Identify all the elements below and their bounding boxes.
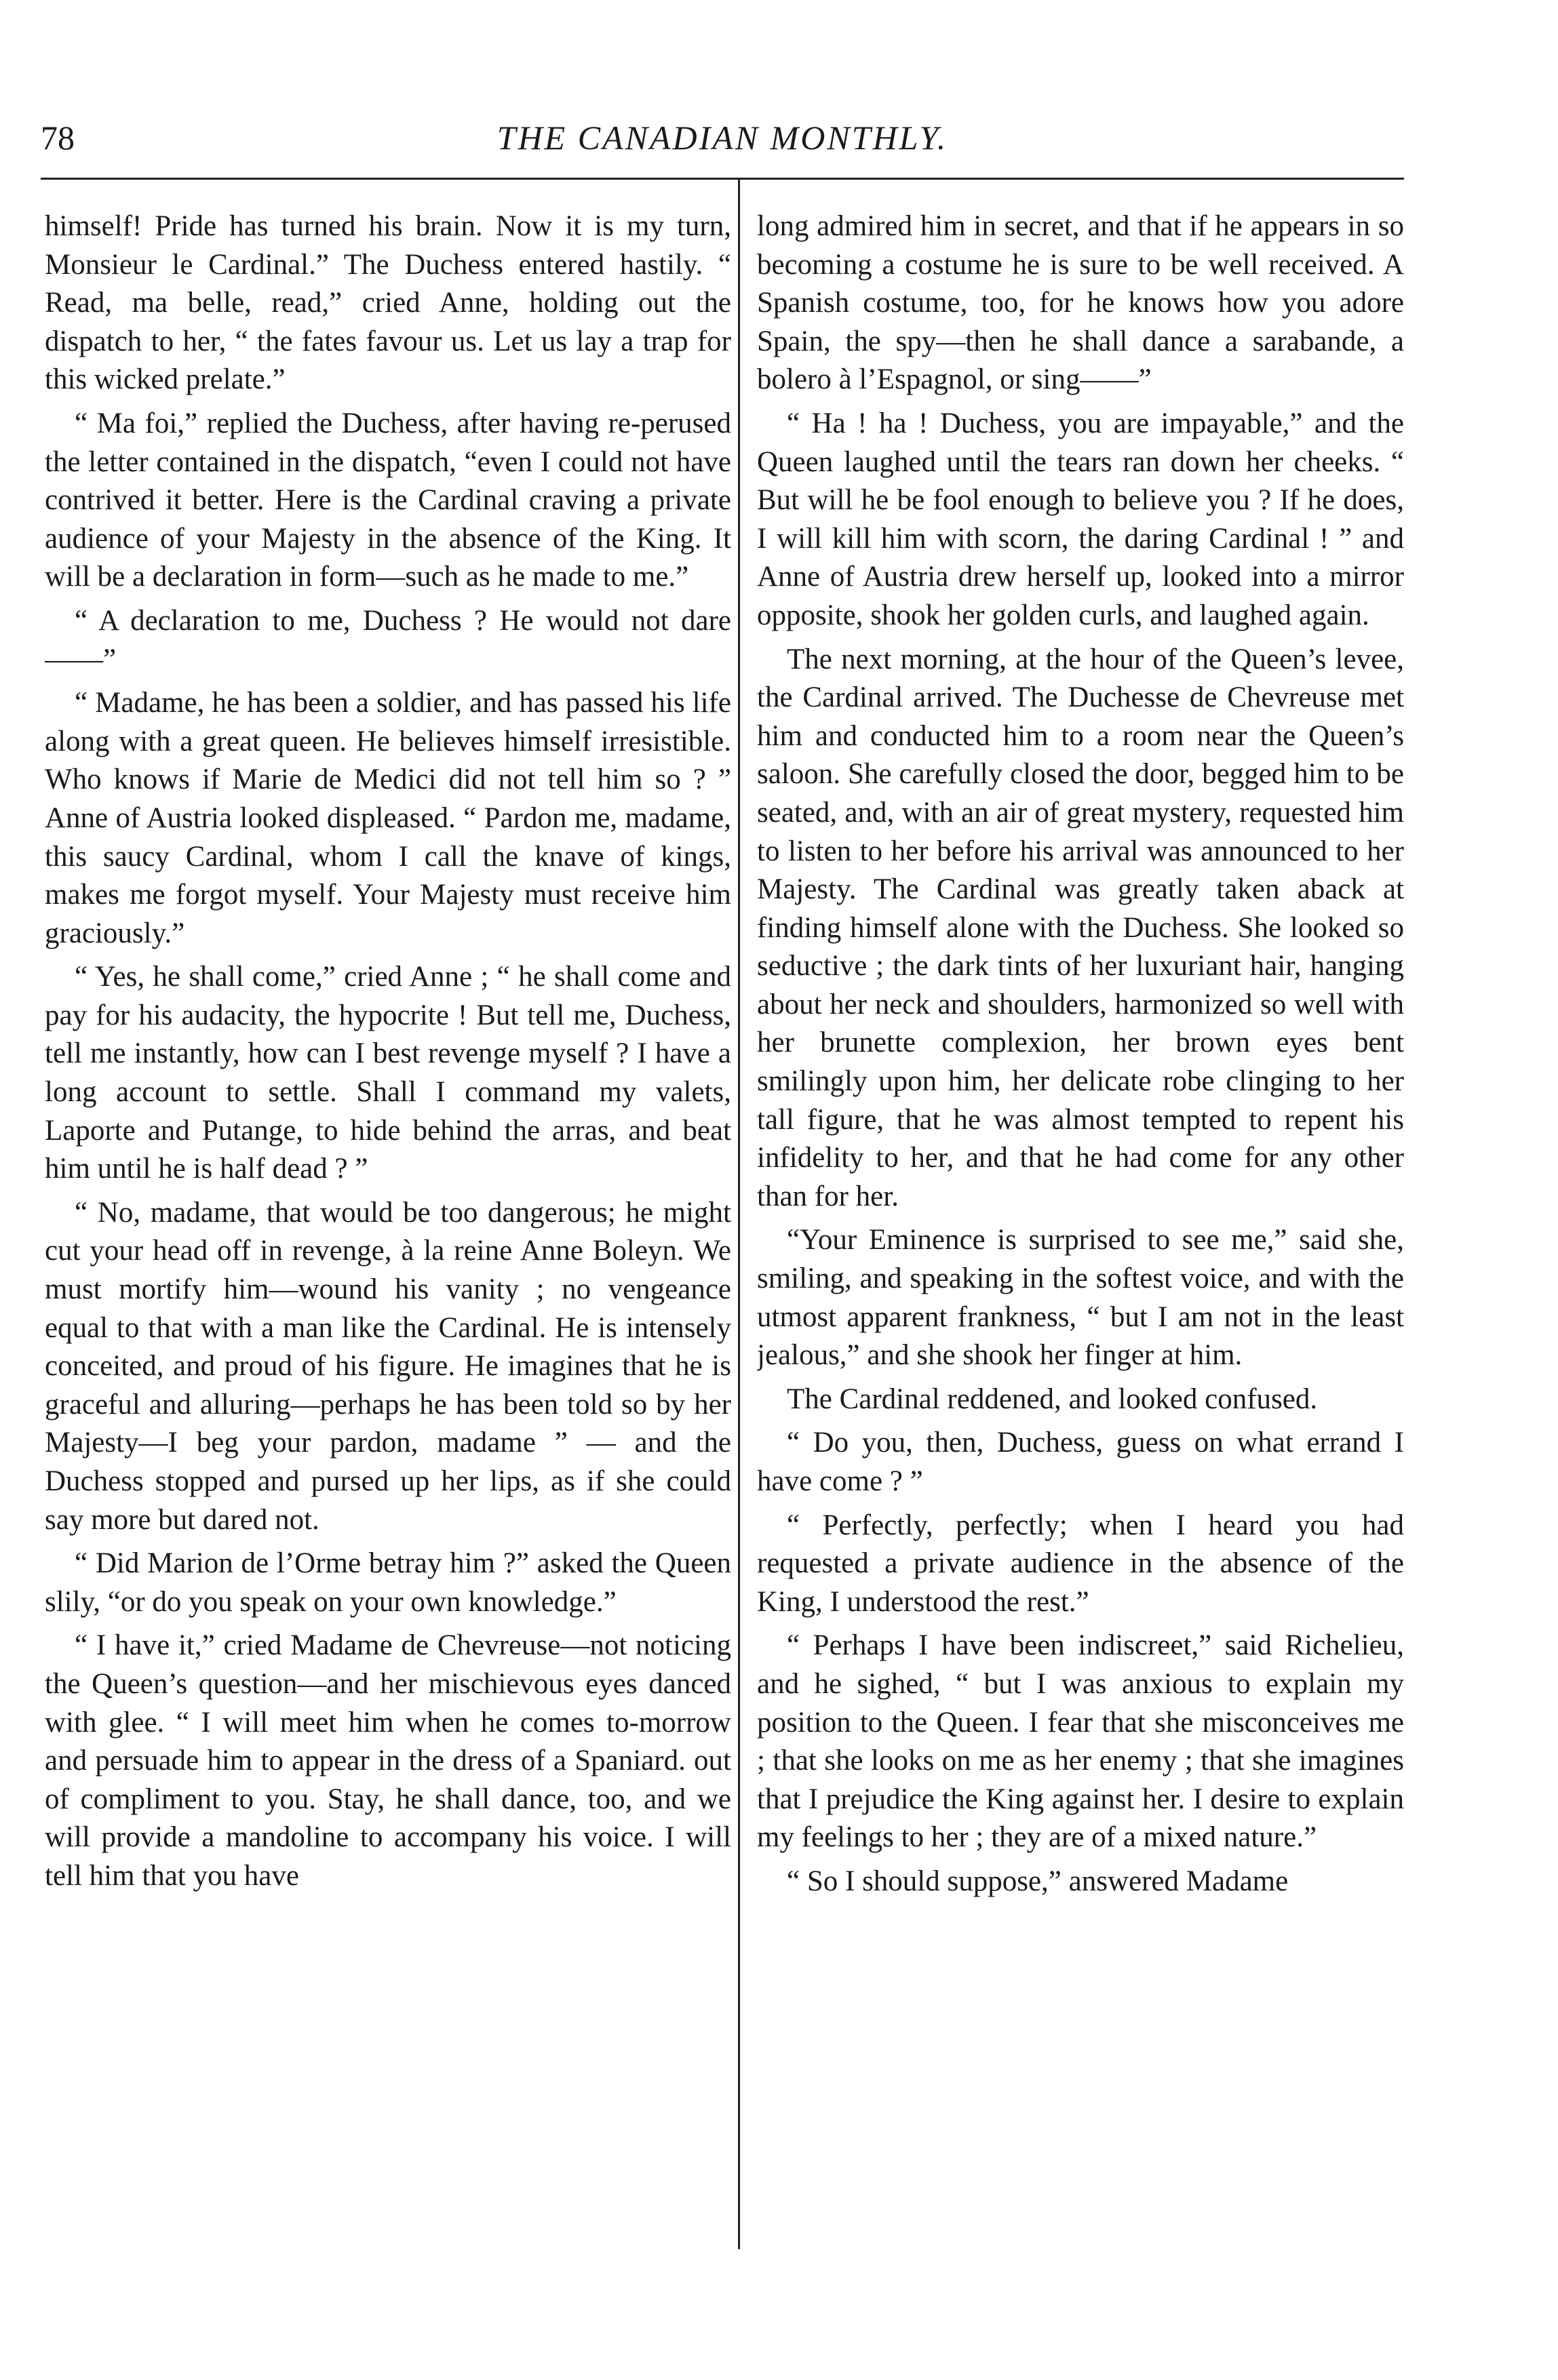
paragraph: “ Yes, he shall come,” cried Anne ; “ he shall come and pay for his audacity, the hypocrite ! But tell me, Duchess, tell me instantly, how can I best revenge myself ? I have a long account to settle. Shall I command my valets, Laporte and Putange, to hide behind the arras, and beat him until he is half dead ? ”	[45, 961, 731, 1185]
paragraph: “ So I should suppose,” answered Madame	[787, 1865, 1289, 1897]
paragraph: “ Perfectly, perfectly; when I heard you had requested a private audience in the absence of the King, I understood the rest.”	[757, 1509, 1404, 1618]
page-header	[41, 114, 1404, 161]
paragraph: himself! Pride has turned his brain. Now it is my turn, Monsieur le Cardinal.” The Duchess entered hastily. “ Read, ma belle, read,” cried Anne, holding out the dispatch to her, “ the fates favour us. Let us lay a trap for this wicked prelate.”	[45, 210, 731, 396]
paragraph: “ Ha ! ha ! Duchess, you are impayable,” and the Queen laughed until the tears ran down her cheeks. “ But will he be fool enough to believe you ? If he does, I will kill him with scorn, the daring Cardinal ! ” and Anne of Austria drew herself up, looked into a mirror opposite, shook her golden curls, and laughed again.	[757, 407, 1404, 631]
header-rule	[41, 178, 1404, 180]
running-title: THE CANADIAN MONTHLY.	[496, 119, 948, 157]
paragraph: “ Ma foi,” replied the Duchess, after having re-perused the letter contained in the dispatch, “even I could not have contrived it better. Here is the Cardinal craving a private audience of your Majesty in the absence of the King. It will be a declaration in form—such as he made to me.”	[45, 407, 731, 593]
paragraph: “ Do you, then, Duchess, guess on what errand I have come ? ”	[757, 1427, 1404, 1497]
paragraph: “ Perhaps I have been indiscreet,” said Richelieu, and he sighed, “ but I was anxious to explain my position to the Queen. I fear that she misconceives me ; that she looks on me as her enemy ; that she imagines that I prejudice the King against her. I desire to explain my feelings to her ; they are of a mixed nature.”	[757, 1629, 1404, 1854]
left-column	[45, 207, 731, 2228]
paragraph: “Your Eminence is surprised to see me,” said she, smiling, and speaking in the softest voice, and with the utmost apparent frankness, “ but I am not in the least jealous,” and she shook her finger at him.	[757, 1224, 1404, 1372]
right-column	[757, 207, 1404, 2228]
paragraph: “ A declaration to me, Duchess ? He would not dare——”	[45, 604, 731, 675]
paragraph: “ Did Marion de l’Orme betray him ?” asked the Queen slily, “or do you speak on your own knowledge.”	[45, 1547, 731, 1618]
paragraph: “ Madame, he has been a soldier, and has passed his life along with a great queen. He believes himself irresistible. Who knows if Marie de Medici did not tell him so ? ” Anne of Austria looked displeased. “ Pardon me, madame, this saucy Cardinal, whom I call the knave of kings, makes me forgot myself. Your Majesty must receive him graciously.”	[45, 687, 731, 949]
column-divider	[738, 178, 740, 2249]
paragraph: “ No, madame, that would be too dangerous; he might cut your head off in revenge, à la reine Anne Boleyn. We must mortify him—wound his vanity ; no vengeance equal to that with a man like the Cardinal. He is intensely conceited, and proud of his figure. He imagines that he is graceful and alluring—perhaps he has been told so by her Majesty—I beg your pardon, madame ” — and the Duchess stopped and pursed up her lips, as if she could say more but dared not.	[45, 1196, 731, 1536]
paragraph: The next morning, at the hour of the Queen’s levee, the Cardinal arrived. The Duchesse de Chevreuse met him and conducted him to a room near the Queen’s saloon. She carefully closed the door, begged him to be seated, and, with an air of great mystery, requested him to listen to her before his arrival was announced to her Majesty. The Cardinal was greatly taken aback at finding himself alone with the Duchess. She looked so seductive ; the dark tints of her luxuriant hair, hanging about her neck and shoulders, harmonized so well with her brunette complexion, her brown eyes bent smilingly upon him, her delicate robe clinging to her tall figure, that he was almost tempted to repent his infidelity to her, and that he had come for any other than for her.	[757, 643, 1404, 1212]
page-number: 78	[41, 119, 75, 157]
paragraph: “ I have it,” cried Madame de Chevreuse—not noticing the Queen’s question—and her mischievous eyes danced with glee. “ I will meet him when he comes to-morrow and persuade him to appear in the dress of a Spaniard. out of compliment to you. Stay, he shall dance, too, and we will provide a mandoline to accompany his voice. I will tell him that you have	[45, 1629, 731, 1892]
paragraph: long admired him in secret, and that if he appears in so becoming a costume he is sure to be well received. A Spanish costume, too, for he knows how you adore Spain, the spy—then he shall dance a sarabande, a bolero à l’Espagnol, or sing——”	[757, 210, 1404, 396]
paragraph: The Cardinal reddened, and looked confused.	[787, 1383, 1318, 1415]
